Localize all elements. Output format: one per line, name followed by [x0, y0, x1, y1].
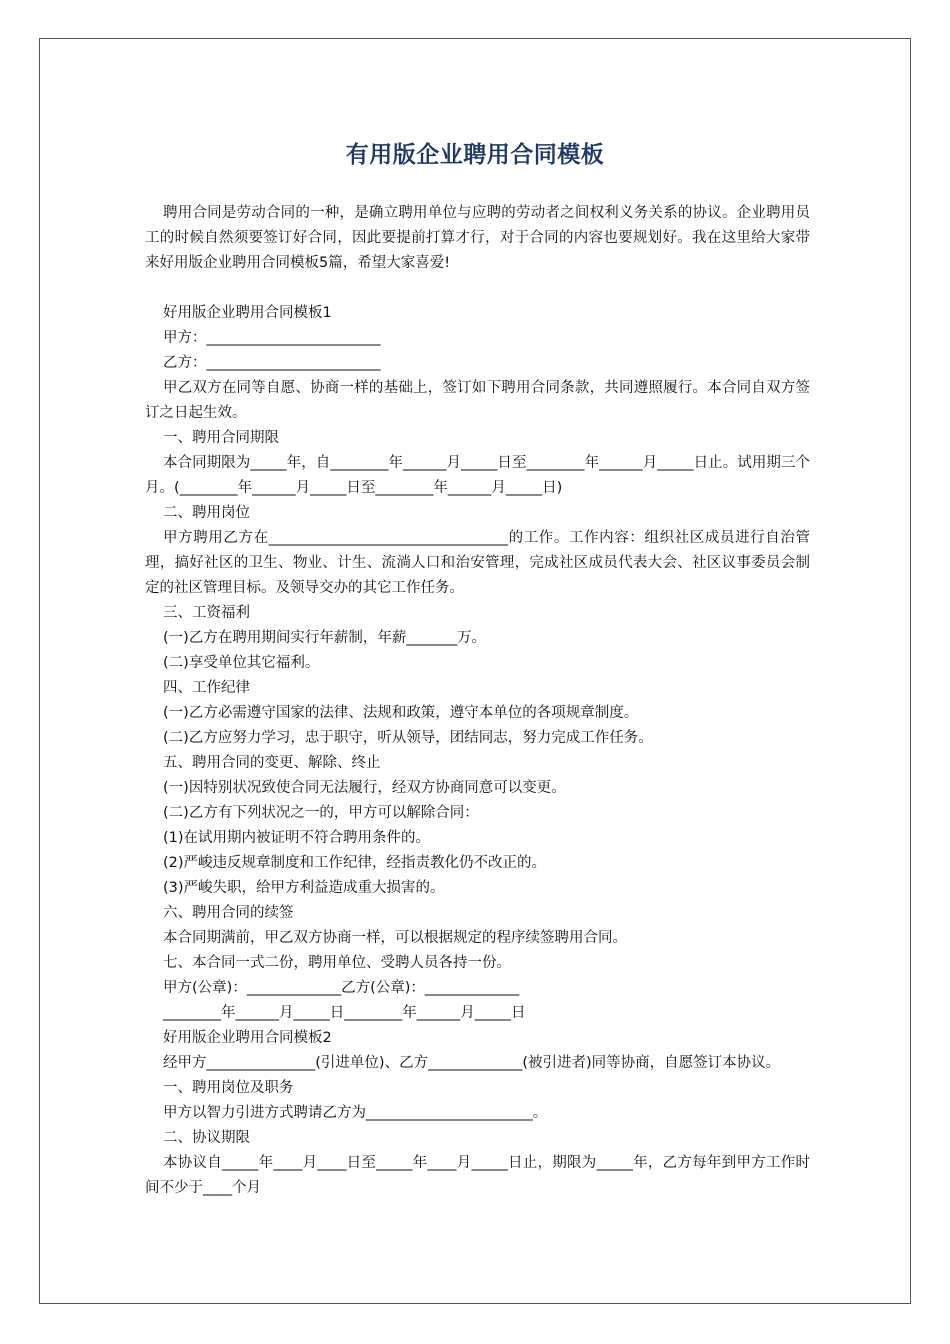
- clause-heading: 五、聘用合同的变更、解除、终止: [163, 755, 381, 771]
- clause-heading: 二、协议期限: [163, 1130, 250, 1146]
- clause-item: (二)乙方应努力学习，忠于职守，听从领导，团结同志，努力完成工作任务。: [163, 730, 653, 746]
- clause-item: (一)乙方在聘用期间实行年薪制，年薪_______万。: [163, 630, 487, 646]
- clause-item: (2)严峻违反规章制度和工作纪律，经指责教化仍不改正的。: [163, 855, 547, 871]
- signature-line: 甲方(公章)：_____________乙方(公章)：_____________: [163, 980, 520, 996]
- clause-item: 甲方以智力引进方式聘请乙方为_______________________。: [163, 1105, 548, 1121]
- section-heading: 好用版企业聘用合同模板2: [163, 1030, 332, 1046]
- clause-item: (一)乙方必需遵守国家的法律、法规和政策，遵守本单位的各项规章制度。: [163, 705, 639, 721]
- position-paragraph: 甲方聘用乙方在_________________________________的工作。工作内容：组织社区成员进行自治管理，搞好社区的卫生、物业、计生、流淌人口和治安管理，完成社区成员代表大会、社区议事委员会制定的社区管理目标。及领导交办的其它工作任务。: [145, 530, 810, 596]
- clause-heading: 一、聘用合同期限: [163, 430, 279, 446]
- parties-paragraph: 经甲方_______________(引进单位)、乙方_____________(被引进者)同等协商，自愿签订本协议。: [163, 1055, 781, 1071]
- clause-heading: 七、本合同一式二份，聘用单位、受聘人员各持一份。: [163, 955, 511, 971]
- signature-date-line: ________年______月_____日________年______月_____日: [163, 1005, 526, 1021]
- clause-item: (二)乙方有下列状况之一的，甲方可以解除合同：: [163, 805, 479, 821]
- clause-item: (1)在试用期内被证明不符合聘用条件的。: [163, 830, 431, 846]
- clause-heading: 二、聘用岗位: [163, 505, 250, 521]
- intro-paragraph: 聘用合同是劳动合同的一种，是确立聘用单位与应聘的劳动者之间权利义务关系的协议。企业聘用员工的时候自然须要签订好合同，因此要提前打算才行，对于合同的内容也要规划好。我在这里给大家带来好用版企业聘用合同模板5篇，希望大家喜爱!: [145, 205, 810, 271]
- clause-item: 本合同期满前，甲乙双方协商一样，可以根据规定的程序续签聘用合同。: [163, 930, 627, 946]
- party-b-line: 乙方：________________________: [163, 355, 381, 371]
- clause-item: (二)享受单位其它福利。: [163, 655, 320, 671]
- agreement-paragraph: 甲乙双方在同等自愿、协商一样的基础上，签订如下聘用合同条款，共同遵照履行。本合同自双方签订之日起生效。: [145, 380, 810, 421]
- clause-item: (一)因特别状况致使合同无法履行，经双方协商同意可以变更。: [163, 780, 566, 796]
- period-paragraph: 本协议自_____年____月____日至_____年____月_____日止，期限为_____年，乙方每年到甲方工作时间不少于____个月: [145, 1155, 810, 1196]
- section-heading: 好用版企业聘用合同模板1: [163, 305, 332, 321]
- blank-line: [145, 276, 810, 301]
- document-title: 有用版企业聘用合同模板: [345, 142, 605, 168]
- clause-item: (3)严峻失职，给甲方利益造成重大损害的。: [163, 880, 445, 896]
- term-paragraph: 本合同期限为_____年，自________年______月_____日至________年______月_____日止。试用期三个月。(________年______月_____日至________年______月_____日): [145, 455, 810, 496]
- clause-heading: 一、聘用岗位及职务: [163, 1080, 294, 1096]
- party-a-line: 甲方：________________________: [163, 330, 381, 346]
- clause-heading: 六、聘用合同的续签: [163, 905, 294, 921]
- document-body: [145, 201, 810, 1201]
- clause-heading: 四、工作纪律: [163, 680, 250, 696]
- clause-heading: 三、工资福利: [163, 605, 250, 621]
